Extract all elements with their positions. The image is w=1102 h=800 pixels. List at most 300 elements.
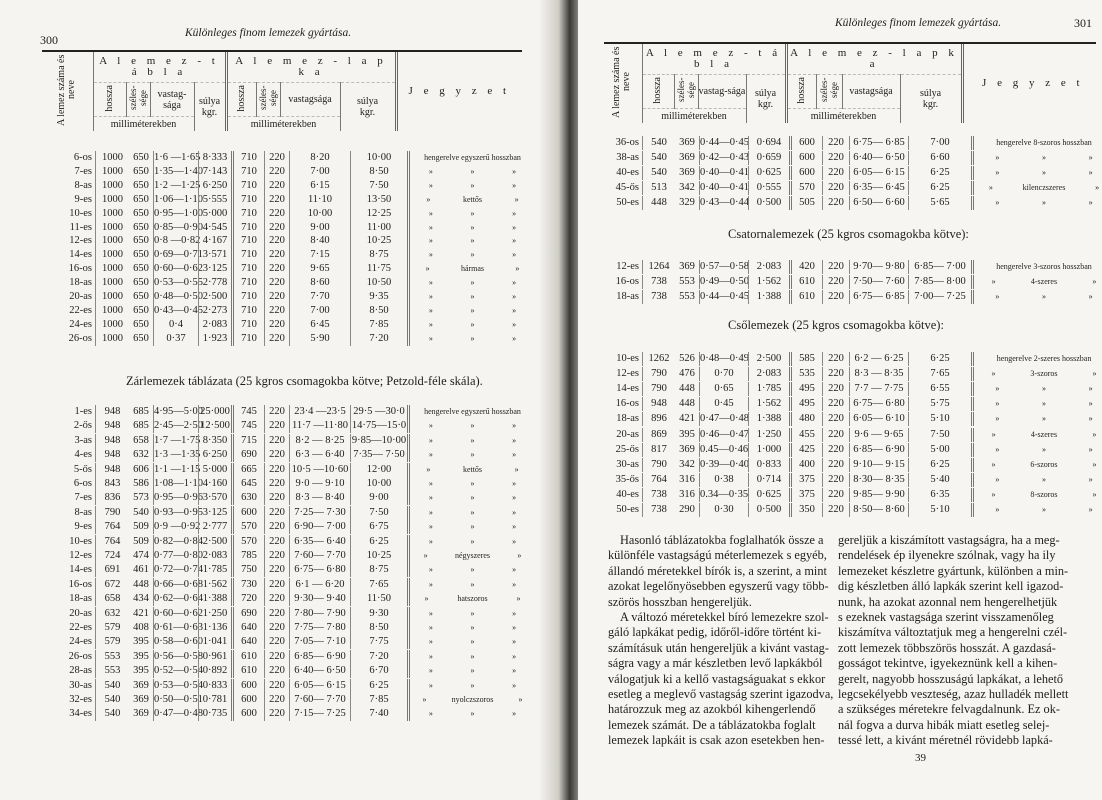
text-line: határozzuk meg az azokból kihengerlendő <box>608 702 816 717</box>
cell-value: 369 <box>133 708 149 720</box>
note-part: » <box>995 399 1000 409</box>
note-part: » <box>1088 444 1093 454</box>
note-part: » <box>428 579 433 589</box>
cell-value: 745 <box>231 405 264 419</box>
cell-value: 448 <box>679 398 695 410</box>
cell-value: 448 <box>679 383 695 395</box>
header-hossza <box>642 75 674 109</box>
cell-value: 650 <box>133 291 149 302</box>
header-hossza <box>93 83 126 117</box>
note-part: » <box>470 222 475 232</box>
row-label: 20-as <box>69 607 92 619</box>
note-cell <box>971 166 1102 180</box>
note-cell <box>407 332 535 346</box>
cell-value: 650 <box>133 332 149 344</box>
cell-value: 1000 <box>95 290 129 304</box>
note-cell <box>971 458 1102 472</box>
cell-value: 0·961 <box>198 650 231 664</box>
cell-value: 220 <box>822 428 849 442</box>
note-part: » <box>470 536 475 546</box>
note-part: » <box>470 435 475 445</box>
header-vastagsaga_tabla <box>150 83 194 117</box>
table-row <box>604 136 1102 150</box>
note-part: » <box>428 536 433 546</box>
cell-value: 817 <box>642 443 675 457</box>
table-row <box>604 367 1102 381</box>
cell-value: 570 <box>231 535 264 549</box>
cell-value: 710 <box>231 221 264 235</box>
table-row <box>45 679 535 693</box>
cell-value: 710 <box>231 179 264 193</box>
note-part: » <box>428 319 433 329</box>
cell-value: 1·562 <box>198 578 231 592</box>
cell-value: 1000 <box>95 193 129 207</box>
note-part: 8-szoros <box>1030 489 1058 499</box>
row-label: 36-os <box>615 137 639 148</box>
cell-value: 369 <box>679 137 695 148</box>
row-label: 38-as <box>616 152 639 163</box>
cell-value: 9·00 <box>289 221 350 235</box>
cell-value: 220 <box>822 458 849 472</box>
cell-value: 220 <box>264 405 289 419</box>
table-row <box>45 151 535 165</box>
cell-value: 836 <box>95 491 129 505</box>
cell-value: 785 <box>231 549 264 563</box>
note-part: » <box>1041 474 1046 484</box>
note-part: » <box>515 264 520 274</box>
note-cell: hengerelve 2-szeres hosszban <box>971 352 1102 366</box>
cell-value: 474 <box>133 550 149 561</box>
note-cell <box>407 693 535 707</box>
table-row <box>604 382 1102 396</box>
cell-value: 948 <box>95 463 129 477</box>
cell-value: 6·35 <box>908 488 971 502</box>
note-part: 3-szoros <box>1030 369 1058 379</box>
cell-value: 600 <box>789 166 822 180</box>
cell-value: 220 <box>822 196 849 210</box>
cell-value: 220 <box>822 260 849 274</box>
cell-value: 0·53—0·54 <box>154 679 203 691</box>
body-text-column-2 <box>838 533 1069 749</box>
row-label: 28-as <box>69 665 92 677</box>
cell-value: 8·40 <box>289 234 350 248</box>
cell-value: 0·60—0·62 <box>154 607 203 619</box>
table-row <box>604 260 1102 274</box>
note-part: » <box>512 236 517 246</box>
page-number: 300 <box>40 33 58 47</box>
table-row <box>604 166 1102 180</box>
cell-value: 9·30— 9·40 <box>289 592 350 606</box>
table-row <box>604 473 1102 487</box>
note-part: » <box>991 277 996 287</box>
cell-value: 220 <box>264 607 289 621</box>
note-part: » <box>1041 505 1046 514</box>
table-row <box>45 693 535 707</box>
cell-value: 0·47—0·48 <box>154 708 203 720</box>
row-label: 50-es <box>616 504 639 515</box>
row-label: 24-es <box>69 318 92 330</box>
header-sulya-label: súlya <box>919 88 942 99</box>
header-group-lapka: A l e m e z - l a p k a <box>226 52 396 83</box>
cell-value: 476 <box>679 368 695 380</box>
table-row <box>45 332 535 346</box>
row-label: 18-as <box>69 277 92 289</box>
cell-value: 369 <box>133 694 149 705</box>
row-label: 7-es <box>74 165 92 177</box>
cell-value: 650 <box>133 263 149 275</box>
note-part: » <box>512 333 517 343</box>
cell-value: 658 <box>95 592 129 606</box>
cell-value: 540 <box>95 693 129 707</box>
cell-value: 3·570 <box>198 491 231 505</box>
note-cell <box>407 650 535 664</box>
cell-value: 8·75 <box>350 248 407 262</box>
cell-value: 220 <box>264 491 289 505</box>
cell-value: 220 <box>264 664 289 678</box>
text-line: kiszámítva változtatjuk meg a hengerelni czél- <box>838 625 1068 640</box>
header-lemez-szama <box>604 44 642 123</box>
note-part: » <box>1092 369 1097 379</box>
cell-value: 8·50— 8·60 <box>849 503 908 517</box>
note-part: » <box>470 493 475 503</box>
note-part: » <box>470 208 475 218</box>
row-label: 9-es <box>74 193 92 205</box>
cell-value: 6·85— 6·90 <box>849 443 908 457</box>
note-part: » <box>512 507 517 517</box>
cell-value: 0·49—0·50 <box>700 276 749 288</box>
cell-value: 5·000 <box>198 463 231 477</box>
cell-value: 1·562 <box>748 397 789 411</box>
cell-value: 632 <box>95 607 129 621</box>
row-label: 40-es <box>616 488 639 500</box>
cell-value: 369 <box>679 152 695 163</box>
note-cell <box>407 607 535 621</box>
cell-value: 0·47—0·48 <box>700 413 749 425</box>
table-row <box>45 549 535 563</box>
cell-value: 10·5 —10·60 <box>289 463 350 477</box>
cell-value: 220 <box>264 262 289 276</box>
cell-value: 5·000 <box>198 207 231 221</box>
cell-value: 12·25 <box>350 207 407 221</box>
table-row <box>45 563 535 577</box>
cell-value: 600 <box>789 151 822 165</box>
header-vastagsaga_lapka <box>280 83 340 117</box>
cell-value: 600 <box>231 679 264 693</box>
table-row <box>45 463 535 477</box>
note-cell <box>407 535 535 549</box>
cell-value: 2·778 <box>198 276 231 290</box>
cell-value: 220 <box>822 151 849 165</box>
cell-value: 6·250 <box>198 179 231 193</box>
cell-value: 6·35— 6·45 <box>849 181 908 195</box>
table-row <box>45 221 535 235</box>
note-part: » <box>1092 277 1097 287</box>
note-cell <box>407 193 535 207</box>
cell-value: 220 <box>264 248 289 262</box>
note-cell <box>971 488 1102 502</box>
cell-value: 650 <box>133 277 149 289</box>
cell-value: 1000 <box>95 221 129 235</box>
note-cell <box>407 491 535 505</box>
cell-value: 8·3 — 8·35 <box>849 367 908 381</box>
cell-value: 764 <box>642 473 675 487</box>
cell-value: 8·75 <box>350 563 407 577</box>
note-cell <box>407 221 535 235</box>
cell-value: 7·20 <box>350 332 407 346</box>
cell-value: 5·40 <box>908 473 971 487</box>
cell-value: 6·75— 6·85 <box>849 136 908 150</box>
table-row <box>45 304 535 318</box>
note-part: » <box>512 651 517 661</box>
row-label: 22-es <box>69 622 92 633</box>
cell-value: 5·555 <box>198 193 231 207</box>
row-label: 14-es <box>616 383 639 395</box>
note-part: » <box>512 680 517 690</box>
cell-value: 535 <box>789 367 822 381</box>
row-label: 16-os <box>68 263 92 275</box>
cell-value: 11·10 <box>289 193 350 207</box>
cell-value: 0·72—0·74 <box>154 564 203 576</box>
cell-value: 0·714 <box>748 473 789 487</box>
cell-value: 0·77—0·80 <box>154 550 203 561</box>
note-part: » <box>512 435 517 445</box>
row-label: 10-es <box>69 207 92 219</box>
cell-value: 375 <box>789 473 822 487</box>
cell-value: 6·40— 6·50 <box>289 664 350 678</box>
cell-value: 0·43—0·44 <box>700 197 749 208</box>
header-kgr: kgr. <box>922 99 939 110</box>
note-part: » <box>428 250 433 260</box>
note-part: » <box>470 637 475 647</box>
note-part: » <box>517 551 522 560</box>
note-part: » <box>470 479 475 488</box>
note-part: » <box>428 222 433 232</box>
table-row <box>45 448 535 462</box>
cell-value: 14·75—15·0 <box>351 420 407 432</box>
cell-value: 1262 <box>642 352 675 366</box>
header-hossza <box>226 83 256 117</box>
cell-value: 23·4 —23·5 <box>289 405 350 419</box>
row-label: 18-as <box>616 413 639 425</box>
cell-value: 9·6 — 9·65 <box>849 428 908 442</box>
cell-value: 0·85—0·90 <box>154 221 203 233</box>
cell-value: 0·82—0·84 <box>154 535 203 547</box>
note-part: » <box>470 305 475 315</box>
note-part: » <box>470 319 475 329</box>
note-part: » <box>512 579 517 589</box>
cell-value: 7·85 <box>350 318 407 332</box>
header-kgr: kgr. <box>757 99 774 110</box>
note-cell <box>407 707 535 721</box>
cell-value: 650 <box>133 249 149 261</box>
cell-value: 2·273 <box>198 304 231 318</box>
cell-value: 1000 <box>95 234 129 248</box>
table-row <box>604 290 1102 304</box>
row-label: 11-es <box>69 221 92 233</box>
cell-value: 220 <box>822 166 849 180</box>
header-sulya-label: súlya <box>198 96 221 107</box>
cell-value: 7·00 <box>289 304 350 318</box>
header-kgr: kgr. <box>201 107 218 118</box>
table-row <box>45 434 535 448</box>
cell-value: 220 <box>822 503 849 517</box>
row-label: 8-as <box>74 506 92 518</box>
text-line: válogatjuk ki a kellő vastagságuakat s ekkor <box>608 671 826 686</box>
cell-value: 2·500 <box>748 352 789 366</box>
cell-value: 1·250 <box>198 607 231 621</box>
cell-value: 710 <box>231 332 264 346</box>
row-label: 34-es <box>69 708 92 720</box>
header-szelessege-label: széles-sége <box>128 85 148 111</box>
cell-value: 7·35— 7·50 <box>350 448 407 462</box>
note-cell <box>407 234 535 248</box>
cell-value: 220 <box>822 382 849 396</box>
cell-value: 7·50 <box>908 428 971 442</box>
cell-value: 1000 <box>95 276 129 290</box>
note-part: » <box>428 637 433 647</box>
cell-value: 553 <box>95 664 129 678</box>
cell-value: 0·40—0·41 <box>700 182 749 193</box>
cell-value: 369 <box>679 261 695 272</box>
cell-value: 0·52—0·54 <box>154 665 203 677</box>
note-cell <box>971 275 1102 289</box>
text-line: lemezek lapkáit is csak azon esetekben hen- <box>608 733 825 748</box>
cell-value: 645 <box>231 477 264 491</box>
cell-value: 0·50—0·51 <box>154 694 203 705</box>
cell-value: 342 <box>679 182 695 193</box>
cell-value: 610 <box>789 290 822 304</box>
cell-value: 0·892 <box>198 664 231 678</box>
table-row <box>45 621 535 635</box>
cell-value: 540 <box>95 707 129 721</box>
table-row <box>604 458 1102 472</box>
cell-value: 220 <box>822 181 849 195</box>
cell-value: 7·50— 7·60 <box>849 275 908 289</box>
cell-value: 553 <box>679 276 695 288</box>
text-line: gerelt, nagyobb hosszuságú lapkákat, a lehető <box>838 671 1064 686</box>
cell-value: 6·1 — 6·20 <box>289 578 350 592</box>
text-line: a szükséges méretekre felvagdalnunk. Ez ok- <box>838 702 1060 717</box>
note-part: » <box>1088 292 1093 302</box>
cell-value: 316 <box>679 488 695 500</box>
table-row <box>604 352 1102 366</box>
cell-value: 1·785 <box>748 382 789 396</box>
cell-value: 6·05— 6·15 <box>849 166 908 180</box>
table-row <box>604 412 1102 426</box>
cell-value: 220 <box>264 221 289 235</box>
cell-value: 553 <box>95 650 129 664</box>
cell-value: 220 <box>264 563 289 577</box>
cell-value: 7·65 <box>908 367 971 381</box>
cell-value: 0·9 —0·92 <box>154 521 201 533</box>
cell-value: 6·05— 6·10 <box>849 412 908 426</box>
cell-value: 369 <box>679 443 695 455</box>
cell-value: 220 <box>822 367 849 381</box>
table-row <box>45 477 535 491</box>
note-part: » <box>428 180 433 190</box>
note-cell <box>971 382 1102 396</box>
cell-value: 724 <box>95 549 129 563</box>
note-part: » <box>512 222 517 232</box>
cell-value: 220 <box>264 304 289 318</box>
cell-value: 1·785 <box>198 563 231 577</box>
note-cell <box>407 179 535 193</box>
cell-value: 710 <box>231 165 264 179</box>
cell-value: 448 <box>642 196 675 210</box>
row-label: 6-os <box>73 478 92 489</box>
cell-value: 720 <box>231 592 264 606</box>
cell-value: 0·659 <box>748 151 789 165</box>
cell-value: 0·38 <box>699 473 748 487</box>
cell-value: 220 <box>264 332 289 346</box>
cell-value: 7·00 <box>908 136 971 150</box>
text-line: s ezeknek vastagsága szerint visszamenőleg <box>838 610 1054 625</box>
cell-value: 421 <box>679 413 695 425</box>
table-row <box>604 151 1102 165</box>
cell-value: 710 <box>231 304 264 318</box>
cell-value: 0·30 <box>699 503 748 517</box>
note-part: kilenczszeres <box>1022 183 1066 192</box>
cell-value: 8·30— 8·35 <box>849 473 908 487</box>
cell-value: 650 <box>133 221 149 233</box>
row-label: 22-es <box>69 304 92 316</box>
note-part: » <box>512 250 517 260</box>
cell-value: 5·10 <box>908 503 971 517</box>
cell-value: 369 <box>133 679 149 691</box>
table-row <box>45 248 535 262</box>
note-part: » <box>428 666 433 676</box>
cell-value: 0·735 <box>198 707 231 721</box>
note-part: » <box>1041 384 1046 394</box>
cell-value: 9·85— 9·90 <box>849 488 908 502</box>
note-part: » <box>988 183 993 192</box>
note-part: » <box>1088 168 1093 177</box>
cell-value: 1·562 <box>748 275 789 289</box>
cell-value: 1000 <box>95 207 129 221</box>
cell-value: 0·95—0·96 <box>154 492 203 504</box>
note-part: » <box>1041 198 1046 207</box>
running-head-right: Különleges finom lemezek gyártása. <box>835 17 1002 29</box>
cell-value: 6·75— 6·80 <box>289 563 350 577</box>
cell-value: 7·60— 7·70 <box>289 549 350 563</box>
cell-value: 220 <box>264 463 289 477</box>
cell-value: 540 <box>642 151 675 165</box>
note-part: » <box>470 651 475 661</box>
note-part: » <box>428 435 433 445</box>
note-part: 6-szoros <box>1030 459 1058 469</box>
cell-value: 585 <box>789 352 822 366</box>
note-part: kettős <box>462 464 483 474</box>
note-part: » <box>512 623 517 632</box>
table-row <box>45 405 535 419</box>
text-line: lemezek számát. De a táblázatokba foglalt <box>608 717 816 732</box>
header-lemez-szama-label: A lemez száma és neve <box>55 54 77 126</box>
cell-value: 1·388 <box>748 290 789 304</box>
note-part: » <box>470 709 475 719</box>
cell-value: 5·75 <box>908 397 971 411</box>
cell-value: 220 <box>264 179 289 193</box>
cell-value: 650 <box>133 179 149 191</box>
text-line: tessé lett, a kivánt méretnél rövidebb lapká- <box>838 733 1053 748</box>
note-part: » <box>1088 474 1093 484</box>
row-label: 8-as <box>74 179 92 191</box>
header-hossza-label: hossza <box>103 84 115 112</box>
cell-value: 220 <box>822 136 849 150</box>
cell-value: 7·85 <box>350 693 407 707</box>
note-part: » <box>512 522 517 532</box>
row-label: 50-es <box>616 197 639 208</box>
cell-value: 1264 <box>642 260 675 274</box>
